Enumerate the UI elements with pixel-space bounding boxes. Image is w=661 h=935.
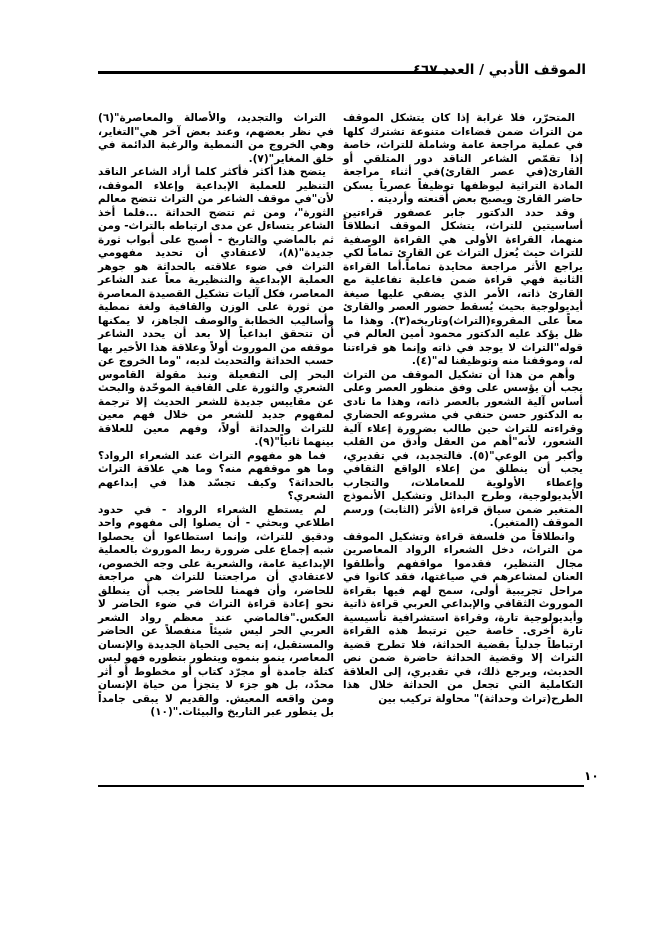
paragraph: المتحرّر، فلا غرابة إذا كان يتشكل الموقف من التراث ضمن فضاءات متنوعة تشترك كلها في عملية مراجعة عامة وشاملة للتراث، خاصة إذا تقمّص الشاعر الناقد دور المتلقي أو القارئ(في عصر القارئ)في أثناء مراجعة المادة التراثية ليوظفها توظيفاً عصرياً يسكن حاضر القارئ ويصبح بعض أقنعته وأرديته .	[343, 112, 583, 205]
left-column	[98, 112, 334, 718]
page-header	[98, 62, 586, 84]
paragraph: فما هو مفهوم التراث عند الشعراء الرواد؟ وما هو موقفهم منه؟ وما هي علاقة التراث بالحداثة؟ وكيف تجسّد هذا في إبداعهم الشعري؟	[98, 449, 334, 502]
paragraph: التراث والتجديد، والأصالة والمعاصرة"(٦) في نظر بعضهم، وعند بعض آخر هي"التغاير، وهي الخروج من النمطية والرغبة الدائمة في خلق المغاير"(٧).	[98, 112, 334, 165]
journal-title: الموقف الأدبي / العدد ٤٦٧	[412, 62, 586, 78]
footer-rule	[98, 785, 584, 787]
paragraph: لم يستطع الشعراء الرواد - في حدود اطلاعي وبحثي - أن يصلوا إلى مفهوم واحد ودقيق للتراث، وإنما استطاعوا أن يحصلوا شبه إجماع على ضرورة ربط الموروث بالعملية الإبداعية عامة، والشعرية على وجه الخصوص، لاعتقادي أن مراجعتنا للتراث هي مراجعة للحاضر، وأن فهمنا للحاضر يجب أن ينطلق نحو إعادة قراءة التراث في ضوء الحاضر لا العكس."فالماضي عند معظم رواد الشعر العربي الحر ليس شيئاً منفصلاً عن الحاضر والمستقبل، إنه يحيى الحياة الجديدة والإنسان المعاصر، ينمو بنموه ويتطور بتطوره فهو ليس كتلة جامدة أو مجرّد كتاب أو مخطوط أو أثر محدّد، بل هو جزء لا يتجزأ من حياة الإنسان ومن واقعه المعيش. والقديم لا يبقى جامداً بل يتطور عبر التاريخ والبيئات."(١٠)	[98, 503, 334, 718]
page-number: ١٠	[584, 769, 599, 783]
paragraph: وانطلاقاً من فلسفة قراءة وتشكيل الموقف من التراث، دخل الشعراء الرواد المعاصرين مجال التنظير، فقدموا مواقفهم وأطلقوا العنان لمشاعرهم في صياغتها، فقد كانوا في مراحل تجريبية أولى، سمح لهم فيها بقراءة الموروث الثقافي والإبداعي العربي قراءة ذاتية وأيديولوجية تارة، وقراءة استشرافية تأسيسية تارة أخرى. خاصة حين ترتبط هذه القراءة ارتباطاً جدلياً بقضية الحداثة، فلا تطرح قضية التراث إلا وقضية الحداثة حاضرة ضمن نص الحديث، ويرجع ذلك، في تقديري، إلى العلاقة التكاملية التي تجعل من الحداثة خلال هذا الطرح(تراث وحداثة)" محاولة تركيب بين	[343, 530, 583, 705]
header-rule	[98, 71, 453, 74]
right-column	[343, 112, 583, 745]
paragraph: وأهم من هذا أن تشكيل الموقف من التراث يجب أن يؤسس على وفق منظور العصر وعلى أساس آلية الشعور بالعصر ذاته، وهذا ما نادى به الدكتور حسن حنفي في مشروعه الحضاري وقراءته للتراث حين طالب بضرورة إعلاء آلية الشعور، لأنه"أهم من العقل وأدق من القلب وأكبر من الوعي"(٥). فالتجديد، في تقديري، يجب أن ينطلق من إعلاء الواقع الثقافي وإعطاء الأولوية للمعاملات، والتجارب الأيديولوجية، وطرح البدائل وتشكيل الأنموذج المتغير ضمن سياق قراءة الأثر (الثابت) ورسم الموقف (المتغير).	[343, 368, 583, 529]
paragraph: يتضح هذا أكثر فأكثر كلما أراد الشاعر الناقد التنظير للعملية الإبداعية وإعلاء الموقف، لأن"في موقف الشاعر من التراث تتضح معالم الثورة"، ومن ثم تتضح الحداثة ...فلما أخذ الشاعر يتساءل عن مدى ارتباطه بالتراث- ومن ثم بالماضي والتاريخ - أصبح على أبواب ثورة جديدة"(٨)، لاعتقادي أن تحديد مفهومي التراث في ضوء علاقته بالحداثة هو جوهر العملية الإبداعية والتنظيرية معاً عند الشاعر المعاصر، فكل آليات تشكيل القصيدة المعاصرة من ثورة على الوزن والقافية ولغة نمطية وأساليب الخطابة والوصف الجاهز، لا يمكنها أن تتحقق ابداعياً إلا بعد أن يحدد الشاعر موقفه من الموروث أولاً وعلاقة هذا الأخير بها حسب الحداثة والتحديث لديه، "وما الخروج عن البحر إلى التفعيلة ونبذ مقولة القاموس الشعري والثورة على القافية الموحّدة والبحث عن مقاييس جديدة للشعر الحديث إلا ترجمة لمفهوم جديد للشعر من خلال فهم معين للتراث والحداثة أولاً، وفهم معين للعلاقة بينهما ثانياً"(٩).	[98, 166, 334, 448]
paragraph: وقد حدد الدكتور جابر عصفور قراءتين أساسيتين للتراث، يتشكل الموقف انطلاقاً منهما، القراءة الأولى هي القراءة الوصفية للتراث حيث يُعزل التراث عن القارئ تماماً لكي يراجع الأثر مراجعة محايدة تماماً.أما القراءة الثانية فهي قراءة ضمن فاعلية تفاعلية مع القارئ ذاته، الأمر الذي يضفي عليها صيغة أيديولوجية بحيث يُسقط حضور العصر والقارئ معاً على المقروء(التراث)وتاريخه(٣). وهذا ما ظل يؤكد عليه الدكتور محمود أمين العالم في قوله"التراث لا يوجد في ذاته وإنما هو قراءتنا له، وموقفنا منه وتوظيفنا له"(٤).	[343, 206, 583, 367]
